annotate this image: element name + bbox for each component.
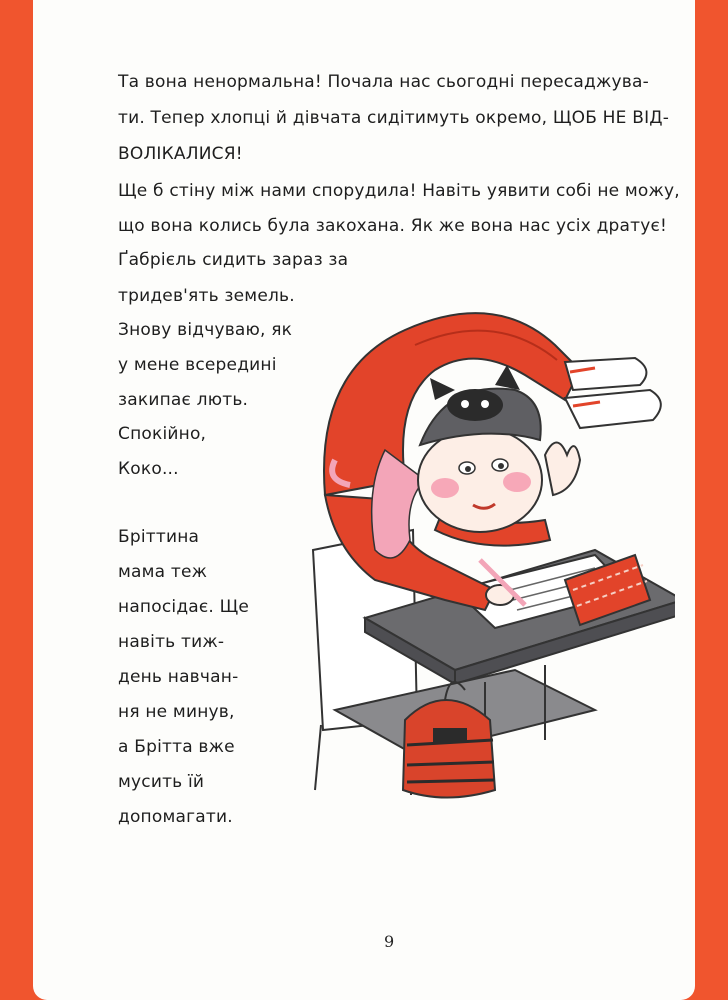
text-line: допомагати. — [118, 807, 233, 827]
text-line: Спокійно, — [118, 424, 207, 444]
text-line: Ще б стіну між нами спорудила! Навіть уявити собі не можу, — [118, 181, 680, 201]
text-line: навіть тиж- — [118, 632, 225, 652]
text-line: що вона колись була закохана. Як же вона нас усіх дратує! — [118, 216, 668, 236]
page-number: 9 — [384, 932, 395, 951]
text-line: день навчан- — [118, 667, 239, 687]
text-line: мусить їй — [118, 772, 205, 792]
book-page — [33, 0, 695, 1000]
text-line: у мене всередині — [118, 355, 277, 375]
text-line: тридев'ять земель. — [118, 286, 295, 306]
text-line: Та вона ненормальна! Почала нас сьогодні пересаджува- — [118, 72, 649, 92]
text-line: Коко... — [118, 459, 179, 479]
text-line: Знову відчуваю, як — [118, 320, 293, 340]
text-line: Бріттина — [118, 527, 200, 547]
text-line: ти. Тепер хлопці й дівчата сидітимуть окремо, ЩОБ НЕ ВІД- — [118, 108, 670, 128]
text-line: ВОЛІКАЛИСЯ! — [118, 144, 243, 164]
text-line: Ґабрієль сидить зараз за — [118, 250, 349, 270]
text-line: закипає лють. — [118, 390, 249, 410]
text-line: а Брітта вже — [118, 737, 235, 757]
girl-at-desk-illustration — [295, 250, 675, 810]
text-line: ня не минув, — [118, 702, 235, 722]
text-line: мама теж — [118, 562, 208, 582]
text-line: напосідає. Ще — [118, 597, 250, 617]
